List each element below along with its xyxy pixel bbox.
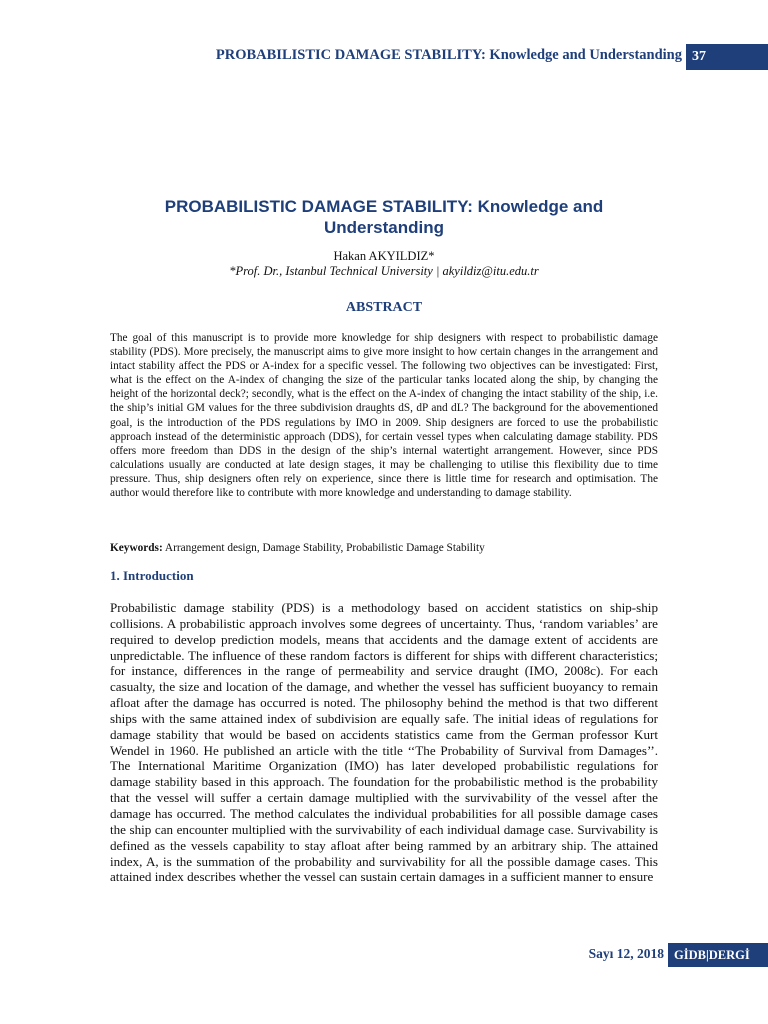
abstract-text: The goal of this manuscript is to provide more knowledge for ship designers with respect to probabilistic damage stability (PDS). More precisely, the manuscript aims to give more insight to how certain changes in the arrangement and intact stability affect the PDS or A-index for a specific vessel. The following two objectives can be investigated: First, what is the effect on the A-index of changing the size of the particular tanks located along the ship, by changing the height of the horizontal deck?; secondly, what is the effect on the A-index of changing the intact stability of the ship, i.e. the ship’s initial GM values for the three subdivision draughts dS, dP and dL? The background for the abovementioned goal, is the introduction of the PDS regulations by IMO in 2009. Ship designers are forced to use the probabilistic approach instead of the deterministic approach (DDS), for certain vessel types when calculating damage stability. PDS offers more freedom than DDS in the design of the ship’s internal watertight arrangement. However, since PDS calculations usually are conducted at late design stages, it may be challenging to utilise this flexibility due to time pressure. Thus, ship designers often rely on experience, since there is little time for research and optimisation. The author would therefore like to contribute with more knowledge and understanding to damage stability. <box>110 332 658 500</box>
keywords <box>110 541 658 555</box>
author-name: Hakan AKYILDIZ* <box>333 249 435 263</box>
article-title: PROBABILISTIC DAMAGE STABILITY: Knowledge and Understanding <box>164 197 604 237</box>
footer <box>0 943 768 967</box>
running-head-title: PROBABILISTIC DAMAGE STABILITY: Knowledge and Understanding <box>215 47 682 63</box>
section-heading-introduction: 1. Introduction <box>110 568 194 583</box>
introduction-text: Probabilistic damage stability (PDS) is a methodology based on accident statistics on ship-ship collisions. A probabilistic approach involves some degrees of uncertainty. Thus, ‘random variables’ are required to develop prediction models, means that accidents and the damage extent of accidents are unpredictable. The influence of these random factors is different for ships with different characteristics; for instance, differences in the range of permeability and service draught (IMO, 2008c). For each casualty, the size and location of the damage, and whether the vessel has sufficient buoyancy to remain afloat after the damage has occurred is noted. The philosophy behind the method is that two different ships with the same attained index of subdivision are equally safe. The initial ideas of regulations for damage stability that would be based on accidents statistics came from the German professor Kurt Wendel in 1960. He published an article with the title ‘‘The Probability of Survival from Damages’’. The International Maritime Organization (IMO) has later developed probabilistic regulations for damage stability based in this approach. The foundation for the probabilistic method is the probability that the vessel will suffer a certain damage multiplied with the survivability of the vessel after the damage has occurred. The method calculates the individual probabilities for all possible damage cases the ship can encounter multiplied with the survivability of each individual damage case. Survivability is defined as the vessels capability to stay afloat after being rammed by an arbitrary ship. The attained index, A, is the summation of the probability and survivability for all the possible damage cases. This attained index describes whether the vessel can sustain certain damages in a sufficient manner to ensure <box>110 600 658 885</box>
abstract-heading: ABSTRACT <box>345 300 423 315</box>
footer-journal-name: GİDB|DERGİ <box>668 943 768 967</box>
page-number: 37 <box>686 44 768 70</box>
keywords-text: Arrangement design, Damage Stability, Probabilistic Damage Stability <box>164 542 485 554</box>
footer-issue: Sayı 12, 2018 <box>588 946 664 961</box>
author-affiliation: *Prof. Dr., Istanbul Technical University | akyildiz@itu.edu.tr <box>229 264 539 278</box>
running-head <box>0 44 768 70</box>
keywords-label: Keywords: <box>110 542 163 554</box>
